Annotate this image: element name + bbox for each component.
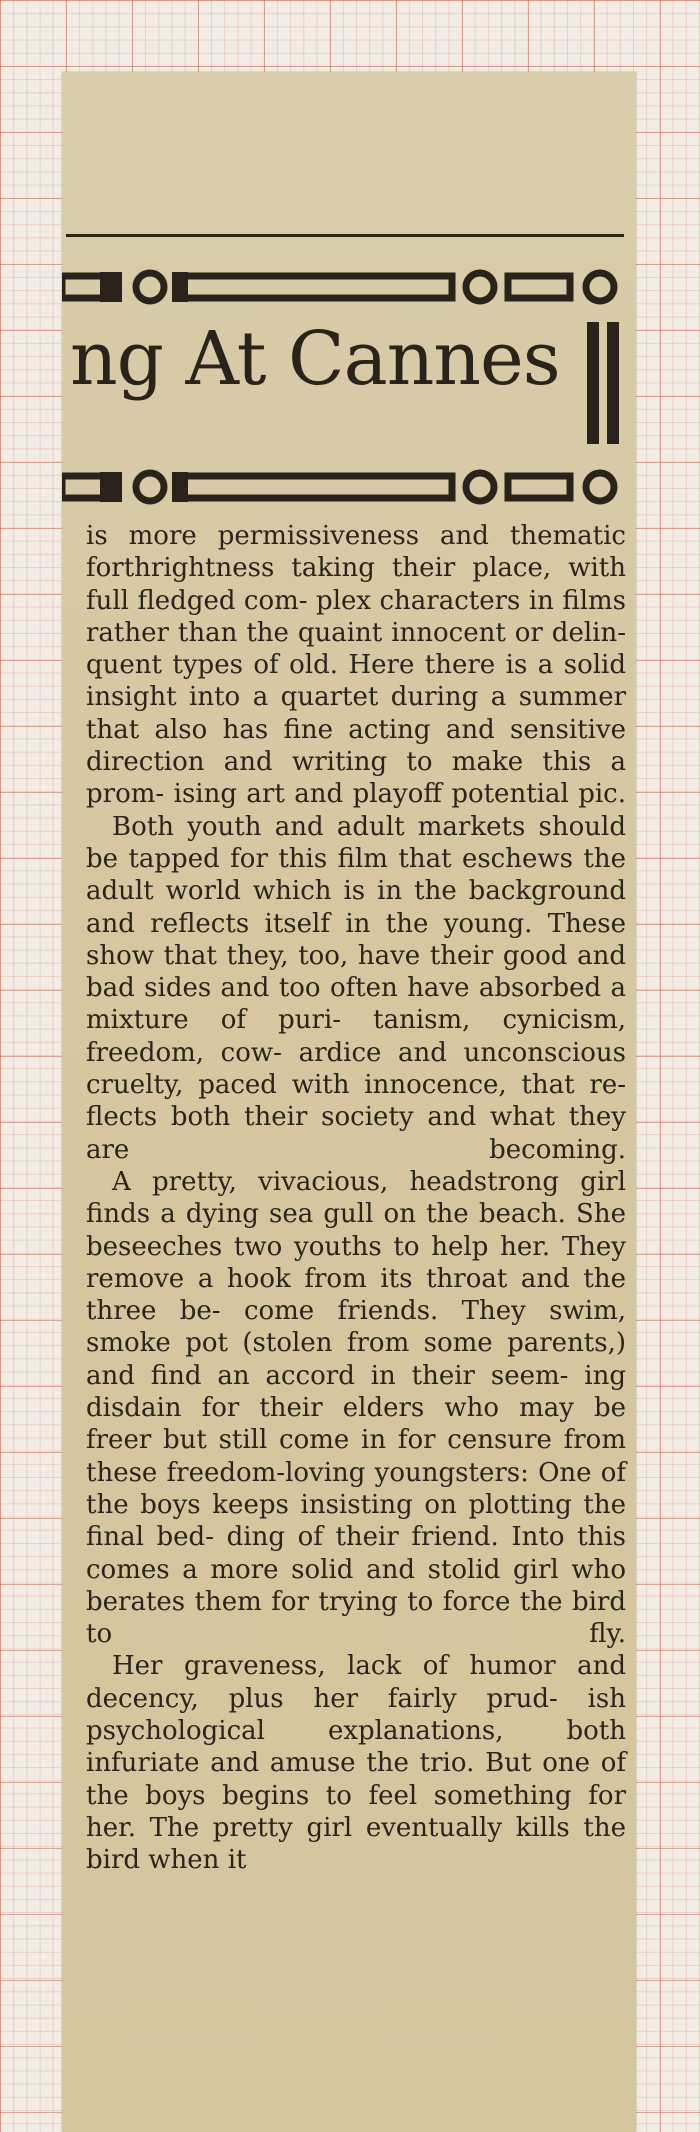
text-line: than the quaint innocent or delin- xyxy=(177,617,627,648)
text-line: girl who berates them for trying xyxy=(86,1554,627,1617)
text-line: good and bad sides and too often xyxy=(86,940,627,1004)
text-line: they are becoming. xyxy=(86,1102,626,1165)
text-line: ding of their friend. Into this xyxy=(226,1522,626,1553)
text-line: But one of the boys begins to feel xyxy=(86,1748,627,1811)
text-line: girl finds a dying sea gull on the xyxy=(86,1166,626,1230)
text-line: pot (stolen from some parents,) xyxy=(185,1328,627,1359)
text-line: something for her. The pretty girl xyxy=(86,1780,626,1843)
text-line: reflects itself in the young. These xyxy=(150,908,626,939)
text-line: youngsters: One of the boys keeps xyxy=(86,1457,627,1520)
text-line: beach. She beseeches two youths xyxy=(86,1199,626,1262)
text-line: A pretty, vivacious, headstrong xyxy=(112,1166,560,1197)
text-line: flects both their society and what xyxy=(86,1102,555,1133)
text-line: have absorbed a mixture of puri- xyxy=(86,973,626,1036)
text-line: which is in the background and xyxy=(86,876,626,939)
decorative-bars xyxy=(587,322,627,444)
text-line: both infuriate and amuse the trio. xyxy=(86,1715,626,1779)
decorative-border-top xyxy=(62,267,636,307)
text-line: is more permissiveness and xyxy=(86,521,489,551)
text-line: that eschews the adult world xyxy=(86,843,626,907)
text-line: from its throat and the three be- xyxy=(86,1263,627,1327)
text-line: and decency, plus her fairly prud- xyxy=(86,1651,626,1714)
text-line: paced with innocence, that re- xyxy=(198,1070,627,1101)
text-line: their place, with full fledged com- xyxy=(86,553,627,616)
text-line: quent types of old. Here there is xyxy=(86,650,528,681)
text-line: ising art and playoff potential pic. xyxy=(173,779,627,810)
text-line: to force the bird to fly. xyxy=(86,1586,626,1650)
header-rule xyxy=(66,234,624,237)
text-line: comes a more solid and stolid xyxy=(86,1554,501,1585)
text-line: should be tapped for this film xyxy=(86,811,626,874)
newspaper-clipping xyxy=(62,72,636,2132)
text-line: Her graveness, lack of humor xyxy=(112,1651,556,1682)
text-line: plex characters in films rather xyxy=(86,585,627,648)
text-line: and find an accord in their seem- xyxy=(86,1360,569,1391)
decorative-border-bottom xyxy=(62,467,636,507)
article-body xyxy=(86,520,626,1876)
text-line: tanism, cynicism, freedom, cow- xyxy=(86,1005,626,1068)
text-line: ing disdain for their elders who xyxy=(86,1360,626,1424)
text-line: censure from these freedom-loving xyxy=(86,1425,626,1488)
text-line: show that they, too, have their xyxy=(86,940,494,971)
text-line: ardice and unconscious cruelty, xyxy=(86,1037,626,1101)
paragraph xyxy=(86,520,626,811)
text-line: ish psychological explanations, xyxy=(86,1683,627,1746)
text-line: during a summer that also has xyxy=(86,682,627,745)
paragraph xyxy=(86,1650,626,1876)
paragraph xyxy=(86,1166,626,1650)
paragraph xyxy=(86,811,626,1166)
headline: ng At Cannes xyxy=(70,316,560,402)
text-line: may be freer but still come in for xyxy=(86,1393,627,1456)
text-line: a solid insight into a quartet xyxy=(86,650,627,713)
text-line: to help her. They remove a hook xyxy=(86,1231,626,1294)
text-line: eventually kills the bird when it xyxy=(86,1812,627,1876)
text-line: thematic forthrightness taking xyxy=(86,521,626,584)
text-line: come friends. They swim, smoke xyxy=(86,1296,627,1359)
text-line: fine acting and sensitive direction xyxy=(86,714,627,778)
text-line: Both youth and adult markets xyxy=(112,811,526,842)
text-line: and writing to make this a prom- xyxy=(86,747,627,810)
text-line: insisting on plotting the final bed- xyxy=(86,1489,627,1553)
